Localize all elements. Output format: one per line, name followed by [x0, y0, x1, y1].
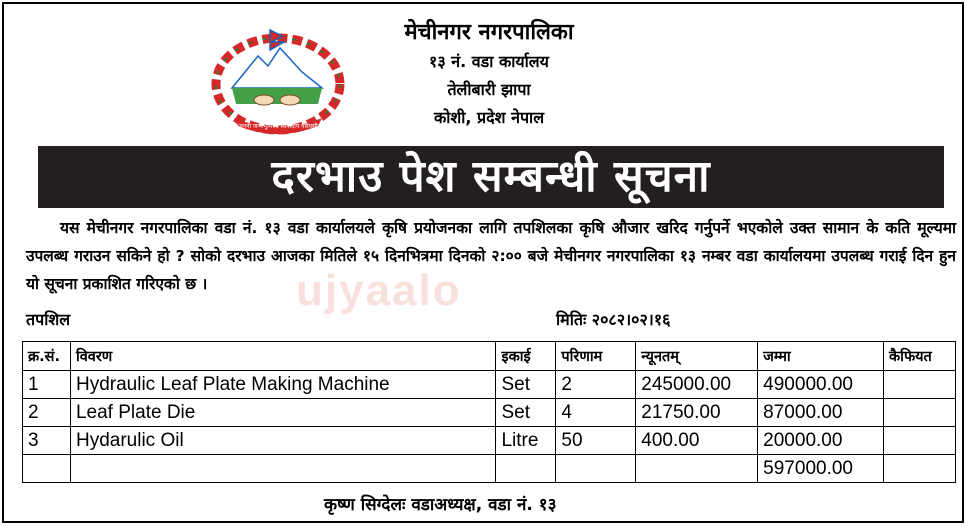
- cell-min-rate: [636, 455, 758, 483]
- cell-min-rate: 245000.00: [636, 371, 758, 399]
- watermark: ujyaalo: [296, 266, 462, 315]
- cell-serial: 2: [23, 399, 71, 427]
- col-remarks: कैफियत: [884, 342, 956, 371]
- cell-remarks: [884, 427, 956, 455]
- cell-unit: Set: [496, 399, 556, 427]
- cell-quantity: 2: [556, 371, 636, 399]
- province-name: कोशी, प्रदेश नेपाल: [433, 108, 545, 127]
- office-name: १३ नं. वडा कार्यालय: [429, 52, 549, 71]
- cell-remarks: [884, 371, 956, 399]
- nepal-emblem-icon: [210, 26, 346, 136]
- cell-remarks: [884, 455, 956, 483]
- notice-body-text: यस मेचीनगर नगरपालिका वडा नं. १३ वडा कार्यालयले कृषि प्रयोजनका लागि तपशिलका कृषि औजार खरिद गर्नुपर्ने भएकोले उक्त सामान के कति मूल्यमा उपलब्ध गराउन सकिने हो ? सोको दरभाउ आजका मितिले १५ दिनभित्रमा दिनको २:०० बजे मेचीनगर नगरपालिका १३ नम्बर वडा कार्यालयमा उपलब्ध गराई दिन हुन यो सूचना प्रकाशित गरिएको छ ।: [26, 219, 956, 293]
- cell-quantity: [556, 455, 636, 483]
- cell-total: 20000.00: [758, 427, 884, 455]
- table-row: [23, 371, 956, 399]
- cell-min-rate: 21750.00: [636, 399, 758, 427]
- cell-description: [70, 455, 496, 483]
- svg-text:जननी जन्मभूमिश्च स्वर्गादपि गर: जननी जन्मभूमिश्च स्वर्गादपि गरीयसी: [238, 123, 318, 130]
- signature-line: कृष्ण सिग्देलः वडाअध्यक्ष, वडा नं. १३: [324, 495, 557, 515]
- cell-total: 490000.00: [758, 371, 884, 399]
- cell-total: 87000.00: [758, 399, 884, 427]
- office-location: तेलीबारी झापा: [447, 80, 531, 99]
- notice-frame: [2, 2, 964, 523]
- cell-quantity: 4: [556, 399, 636, 427]
- date-value: २०८२।०२।१६: [591, 310, 671, 329]
- cell-unit: Litre: [496, 427, 556, 455]
- notice-date: [556, 308, 671, 330]
- col-unit: इकाई: [496, 342, 556, 371]
- cell-description: Hydarulic Oil: [70, 427, 496, 455]
- cell-description: Leaf Plate Die: [70, 399, 496, 427]
- col-quantity: परिणाम: [556, 342, 636, 371]
- cell-unit: [496, 455, 556, 483]
- cell-description: Hydraulic Leaf Plate Making Machine: [70, 371, 496, 399]
- col-serial: क्र.सं.: [23, 342, 71, 371]
- details-label: तपशिल: [26, 310, 71, 329]
- notice-title-banner: दरभाउ पेश सम्बन्धी सूचना: [38, 146, 944, 208]
- org-name: मेचीनगर नगरपालिका: [404, 20, 574, 45]
- cell-serial: 1: [23, 371, 71, 399]
- table-row: [23, 427, 956, 455]
- col-total: जम्मा: [758, 342, 884, 371]
- cell-serial: [23, 455, 71, 483]
- col-description: विवरण: [70, 342, 496, 371]
- items-table: [22, 341, 956, 483]
- cell-remarks: [884, 399, 956, 427]
- table-row: [23, 399, 956, 427]
- col-min-rate: न्यूनतम्: [636, 342, 758, 371]
- table-total-row: [23, 455, 956, 483]
- cell-unit: Set: [496, 371, 556, 399]
- office-header: [364, 18, 614, 132]
- date-label: मितिः: [556, 310, 587, 329]
- cell-quantity: 50: [556, 427, 636, 455]
- table-header-row: [23, 342, 956, 371]
- cell-serial: 3: [23, 427, 71, 455]
- notice-body: [26, 214, 956, 298]
- cell-min-rate: 400.00: [636, 427, 758, 455]
- cell-grand-total: 597000.00: [758, 455, 884, 483]
